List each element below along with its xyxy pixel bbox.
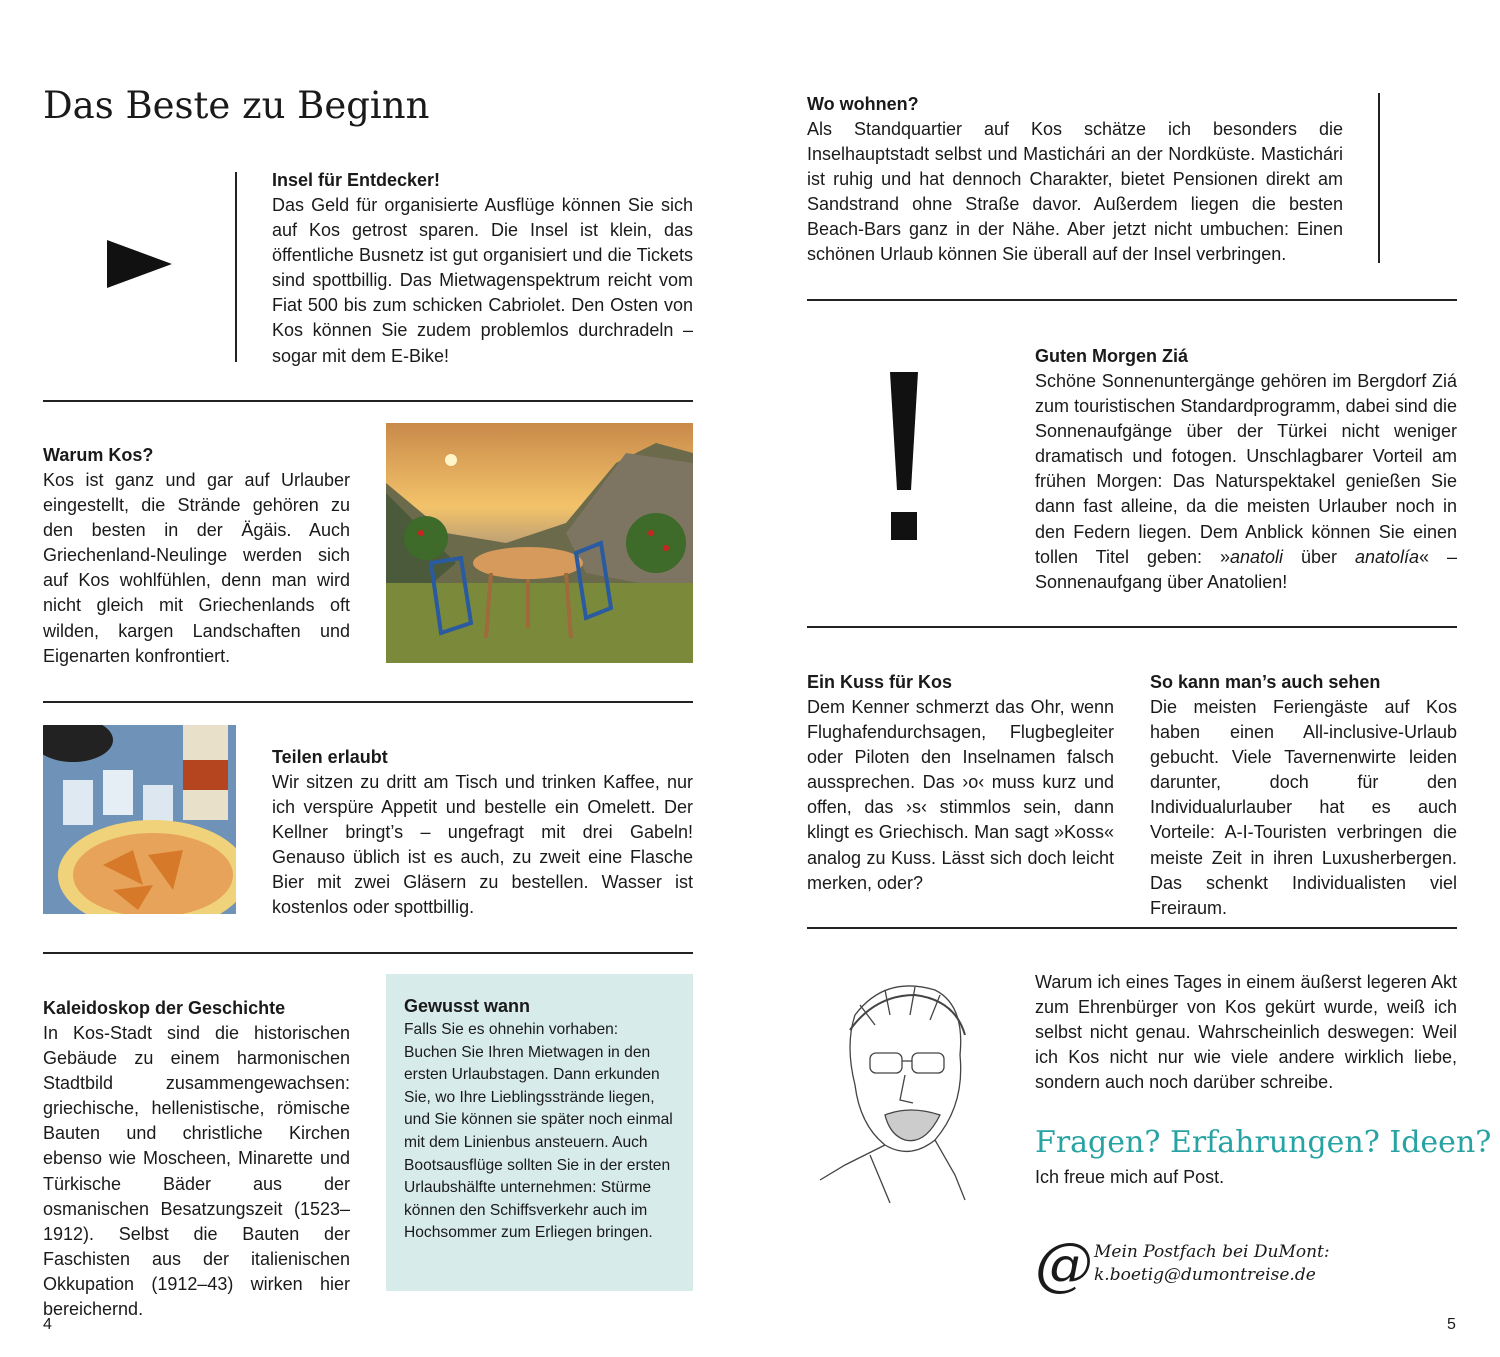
section-heading: Insel für Entdecker! <box>272 170 441 190</box>
section-text: Das Geld für organisierte Ausflüge können Sie sich auf Kos getrost sparen. Die Insel ist klein, das öffentliche Busnetz ist gut organisiert und die Tickets sind spottbillig. Das Mietwagenspektrum reicht vom Fiat 500 bis zum schicken Cabriolet. Den Osten von Kos können Sie zudem problemlos durchradeln – sogar mit dem E-Bike! <box>272 195 693 366</box>
text-part: Schöne Sonnenuntergänge gehören im Bergdorf Ziá zum touristischen Standardprogramm, dabei sind die Sonnenaufgänge über der Türkei nicht weniger dramatisch und fotogen. Unschlagbarer Vorteil am frühen Morgen: Das Naturspektakel genießen Sie dann fast alleine, da die meisten Urlauber noch in den Federn liegen. Dem Anblick können Sie einen tollen Titel geben: » <box>1035 371 1457 567</box>
divider <box>807 626 1457 628</box>
food-drinks-photo <box>43 725 236 914</box>
email-link[interactable]: k.boetig@dumontreise.de <box>1094 1264 1316 1285</box>
cta-subtext: Ich freue mich auf Post. <box>1035 1167 1225 1188</box>
page-title: Das Beste zu Beginn <box>43 84 430 127</box>
section-entdecker <box>272 168 693 369</box>
contact-details <box>1094 1241 1330 1287</box>
exclamation-icon <box>890 372 918 540</box>
section-text: Falls Sie es ohnehin vorhaben: Buchen Sie Ihren Mietwagen in den ersten Urlaubstagen. Dann erkunden Sie, wo Ihre Lieblingsstrände liegen, und Sie können sie später noch einmal mit dem Linienbus ansteuern. Auch Bootsausflüge sollten Sie in der ersten Urlaubshälfte unternehmen: Stürme können den Schiffsverkehr auch im Hochsommer zum Erliegen bringen. <box>404 1021 673 1242</box>
page-number-right: 5 <box>1447 1316 1456 1333</box>
section-heading: Gewusst wann <box>404 996 531 1016</box>
at-sign-icon: @ <box>1035 1229 1093 1298</box>
divider <box>807 299 1457 301</box>
divider <box>807 927 1457 929</box>
section-heading: Warum Kos? <box>43 445 154 465</box>
divider <box>235 172 237 362</box>
play-triangle-icon <box>107 240 172 288</box>
section-warum <box>43 443 350 669</box>
text-part: über <box>1283 546 1355 567</box>
author-text: Warum ich eines Tages in einem äußerst legeren Akt zum Ehrenbürger von Kos gekürt wurde, weiß ich selbst nicht genau. Wahrscheinlich deswegen: Weil ich Kos nicht nur wie viele andere wirklich liebe, sondern auch noch darüber schreibe. <box>1035 972 1457 1093</box>
sunset-table-photo <box>386 423 693 663</box>
section-heading: Ein Kuss für Kos <box>807 672 953 692</box>
section-heading: Teilen erlaubt <box>272 747 388 767</box>
section-text: In Kos-Stadt sind die historischen Gebäude zu einem harmonischen Stadtbild zusammengewachsen: griechische, hellenistische, römische Bauten und christliche Kirchen ebenso wie Moscheen, Minarette und Türkische Bäder aus der osmanischen Besatzungszeit (1523–1912). Selbst die Bauten der Faschisten aus der italienischen Okkupation (1912–43) wirken hier bereichernd. <box>43 1023 350 1320</box>
section-text: Als Standquartier auf Kos schätze ich besonders die Inselhauptstadt selbst und Mastichári an der Nordküste. Mastichári ist ruhig und hat dennoch Charakter, bietet Pensionen direkt am Sandstrand ohne Straße davor. Außerdem liegen die besten Beach-Bars ganz in der Nähe. Aber jetzt nicht umbuchen: Einen schönen Urlaub können Sie überall auf der Insel verbringen. <box>807 119 1343 265</box>
mail-label: Mein Postfach bei DuMont: <box>1094 1241 1330 1262</box>
section-text: Die meisten Feriengäste auf Kos haben einen All-inclusive-Urlaub gebucht. Viele Tavernenwirte leiden darunter, doch für den Individualurlauber hat es auch Vorteile: A-I-Touristen verbringen die meiste Zeit in ihren Luxusherbergen. Das schenkt Individualisten viel Freiraum. <box>1150 697 1457 918</box>
section-text: Dem Kenner schmerzt das Ohr, wenn Flughafendurchsagen, Flugbegleiter oder Piloten den Inselnamen falsch aussprechen. Das ›o‹ muss kurz und offen, das ›s‹ stimmlos sein, dann klingt es Griechisch. Man sagt »Koss« analog zu Kuss. Lässt sich doch leicht merken, oder? <box>807 697 1114 893</box>
italic-term: anatoli <box>1229 546 1284 567</box>
divider <box>43 400 693 402</box>
section-sehen <box>1150 670 1457 921</box>
section-heading: Guten Morgen Ziá <box>1035 346 1188 366</box>
section-text: Wir sitzen zu dritt am Tisch und trinken Kaffee, nur ich verspüre Appetit und bestelle ein Omelett. Der Kellner bringt’s – ungefragt mit drei Gabeln! Genauso üblich ist es auch, zu zweit eine Flasche Bier mit zwei Gläsern zu bestellen. Wasser ist kostenlos oder spottbillig. <box>272 772 693 918</box>
info-box-gewusst-wann <box>386 974 693 1291</box>
contact <box>1035 1229 1457 1298</box>
section-wohnen <box>807 92 1343 268</box>
author-note <box>1035 970 1492 1298</box>
divider <box>43 952 693 954</box>
cta-heading: Fragen? Erfahrungen? Ideen? <box>1035 1125 1492 1161</box>
divider <box>1378 93 1380 263</box>
italic-term: anatolía <box>1354 546 1420 567</box>
author-portrait-sketch <box>815 975 985 1203</box>
section-kuss <box>807 670 1114 896</box>
divider <box>43 701 693 703</box>
section-heading: Wo wohnen? <box>807 94 919 114</box>
page-number-left: 4 <box>43 1316 52 1333</box>
section-heading: Kaleidoskop der Geschichte <box>43 998 286 1018</box>
section-teilen <box>272 745 693 921</box>
text-part: « – Sonnenaufgang über Anatolien! <box>1035 546 1457 592</box>
section-kaleidoskop <box>43 996 350 1322</box>
section-heading: So kann man’s auch sehen <box>1150 672 1381 692</box>
section-text <box>1035 369 1457 595</box>
section-morgen <box>1035 344 1457 595</box>
section-text: Kos ist ganz und gar auf Urlauber eingestellt, die Strände gehören zu den besten in der Ägäis. Auch Griechenland-Neulinge werden sich auf Kos wohlfühlen, denn man wird nicht gleich mit Griechenlands oft wilden, kargen Landschaften und Eigenarten konfrontiert. <box>43 470 350 666</box>
